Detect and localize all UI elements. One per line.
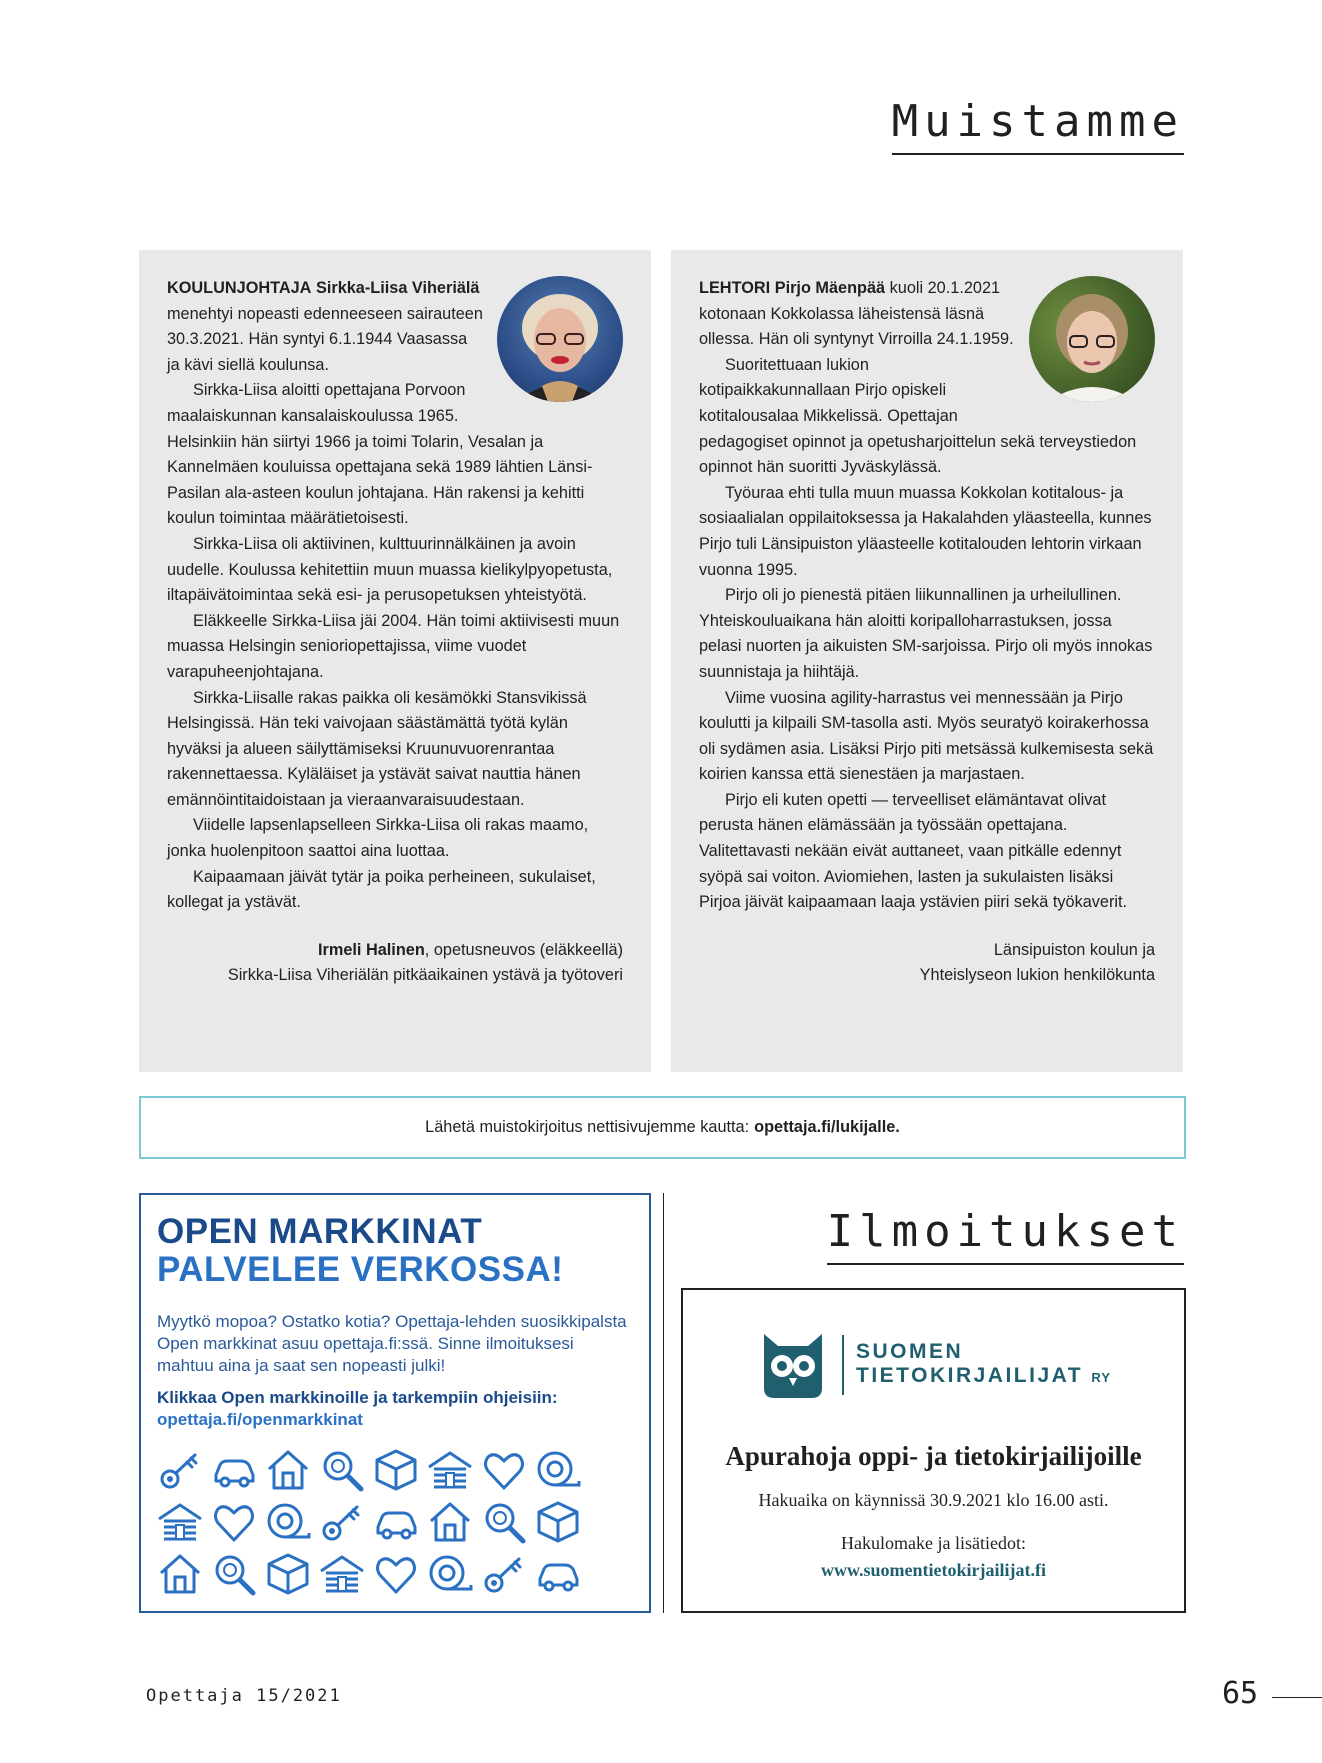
obituary-paragraph: Suoritettuaan lukion kotipaikkakunnallaan Pirjo opiskeli kotitalousalaa Mikkelissä. Opettajan pedagogiset opinnot ja opetusharjoittelun sekä terveystiedon opinnot hän suoritti Jyväskylässä. xyxy=(699,355,1137,477)
obituary-person-name: Pirjo Mäenpää xyxy=(774,279,886,297)
logo-divider xyxy=(842,1335,844,1395)
signature-name: Irmeli Halinen xyxy=(318,940,425,959)
obituary-paragraph: Sirkka-Liisa oli aktiivinen, kulttuurinnälkäinen ja avoin uudelle. Koulussa kehitettiin muun muassa kielikylpyopetusta, iltapäivätoimintaa sekä esi- ja perusopetuksen yhteistyötä. xyxy=(167,534,613,605)
car-icon xyxy=(535,1551,581,1597)
obituary-left xyxy=(139,250,651,1072)
announcements-title: Ilmoitukset xyxy=(827,1206,1184,1265)
obituary-paragraph: Pirjo oli jo pienestä pitäen liikunnallinen ja urheilullinen. Yhteiskouluaikana hän aloitti koripalloharrastuksen, jossa pelasi nuorten ja aikuisten SM-sarjoissa. Pirjo oli myös innokas suunnistaja ja hiihtäjä. xyxy=(699,586,1153,681)
house-icon xyxy=(265,1447,311,1493)
heart-icon xyxy=(481,1447,527,1493)
submit-link[interactable]: opettaja.fi/lukijalle. xyxy=(754,1118,900,1136)
obituary-paragraph: Sirkka-Liisalle rakas paikka oli kesämökki Stansvikissä Helsingissä. Hän teki vaivojaan säästämättä työtä kylän hyväksi ja alueen säilyttämiseksi Kruunuvuorenrantaa rakennettaessa. Kyläläiset ja ystävät saivat nauttia hänen emännöintitaidoistaan ja vieraanvaraisuudestaan. xyxy=(167,688,587,809)
portrait-illustration xyxy=(1029,276,1155,402)
org-name xyxy=(856,1340,1111,1390)
org-suffix: RY xyxy=(1091,1370,1111,1385)
box-icon xyxy=(535,1499,581,1545)
obituary-paragraph: Viidelle lapsenlapselleen Sirkka-Liisa oli rakas maamo, jonka huolenpitoon saattoi aina luottaa. xyxy=(167,816,589,861)
obituary-lead: kuoli 20.1.2021 kotonaan Kokkolassa läheistensä läsnä ollessa. Hän oli syntynyt Virroilla 24.1.1959. xyxy=(699,279,1014,349)
ad-icon-grid xyxy=(157,1447,633,1601)
signature-relation: Sirkka-Liisa Viheriälän pitkäaikainen ystävä ja työtoveri xyxy=(227,966,623,985)
org-name-line2: TIETOKIRJAILIJAT xyxy=(856,1364,1084,1387)
cabin-icon xyxy=(427,1447,473,1493)
signature-role: , opetusneuvos (eläkkeellä) xyxy=(424,940,623,959)
magnifier-icon xyxy=(211,1551,257,1597)
house-icon xyxy=(427,1499,473,1545)
heart-icon xyxy=(373,1551,419,1597)
submit-obituary-box xyxy=(139,1096,1186,1159)
magnifier-icon xyxy=(319,1447,365,1493)
page-number-rule xyxy=(1272,1697,1322,1698)
house-icon xyxy=(157,1551,203,1597)
grant-deadline: Hakuaika on käynnissä 30.9.2021 klo 16.00 asti. xyxy=(758,1490,1109,1510)
ad-link[interactable]: opettaja.fi/openmarkkinat xyxy=(157,1410,363,1429)
ad-body: Myytkö mopoa? Ostatko kotia? Opettaja-lehden suosikkipalsta Open markkinat asuu opettaja.fi:ssä. Sinne ilmoituksesi mahtuu aina ja saat sen nopeasti julki! xyxy=(157,1312,627,1375)
owl-icon xyxy=(756,1328,830,1402)
box-icon xyxy=(265,1551,311,1597)
car-icon xyxy=(211,1447,257,1493)
grant-url[interactable]: www.suomentietokirjailijat.fi xyxy=(821,1560,1046,1580)
obituary-title: LEHTORI xyxy=(699,279,771,297)
grant-ad xyxy=(681,1288,1186,1613)
car-icon xyxy=(373,1499,419,1545)
cabin-icon xyxy=(157,1499,203,1545)
magnifier-icon xyxy=(481,1499,527,1545)
column-divider xyxy=(663,1193,664,1613)
obituary-paragraph: Pirjo eli kuten opetti — terveelliset elämäntavat olivat perusta hänen elämässään ja työssään opettajana. Valitettavasti nekään eivät auttaneet, vaan pitkälle edennyt syöpä sai voiton. Aviomiehen, lasten ja sukulaisten lisäksi Pirjoa jäivät kaipaamaan laaja ystävien piiri sekä työkaverit. xyxy=(699,790,1128,912)
obituary-paragraph: Kaipaamaan jäivät tytär ja poika perheineen, sukulaiset, kollegat ja ystävät. xyxy=(167,867,596,912)
portrait-photo xyxy=(1029,276,1155,402)
org-name-line1: SUOMEN xyxy=(856,1340,964,1363)
portrait-photo xyxy=(497,276,623,402)
ad-headline-secondary: PALVELEE VERKOSSA! xyxy=(157,1250,564,1289)
obituary-signature xyxy=(699,938,1155,989)
ad-cta: Klikkaa Open markkinoille ja tarkempiin ohjeisiin: xyxy=(157,1388,558,1407)
key-icon xyxy=(319,1499,365,1545)
box-icon xyxy=(373,1447,419,1493)
tape-icon xyxy=(265,1499,311,1545)
grant-info-label: Hakulomake ja lisätiedot: xyxy=(841,1533,1026,1553)
signature-line: Länsipuiston koulun ja xyxy=(993,940,1155,959)
obituary-paragraph: Sirkka-Liisa aloitti opettajana Porvoon maalaiskunnan kansalaiskoulussa 1965. Helsinkiin hän siirtyi 1966 ja toimi Tolarin, Vesalan ja Kannelmäen kouluissa opettajana sekä 1989 lähtien Länsi-Pasilan ala-asteen koulun johtajana. Hän rakensi ja kehitti koulun toimintaa määrätietoisesti. xyxy=(167,381,593,528)
open-markkinat-ad xyxy=(139,1193,651,1613)
obituary-lead: menehtyi nopeasti edenneeseen sairauteen 30.3.2021. Hän syntyi 6.1.1944 Vaasassa ja kävi siellä koulunsa. xyxy=(167,304,483,374)
ad-headline: OPEN MARKKINAT xyxy=(157,1212,483,1251)
heart-icon xyxy=(211,1499,257,1545)
cabin-icon xyxy=(319,1551,365,1597)
obituary-person-name: Sirkka-Liisa Viheriälä xyxy=(315,279,480,297)
obituary-paragraph: Eläkkeelle Sirkka-Liisa jäi 2004. Hän toimi aktiivisesti muun muassa Helsingin senioriopettajissa, viime vuodet varapuheenjohtajana. xyxy=(167,611,620,681)
page-number: 65 xyxy=(1222,1676,1259,1711)
signature-line: Yhteislyseon lukion henkilökunta xyxy=(919,966,1155,985)
obituary-paragraph: Viime vuosina agility-harrastus vei mennessään ja Pirjo koulutti ja kilpaili SM-tasolla asti. Myös seuratyö koirakerhossa oli sydämen asia. Lisäksi Pirjo piti metsässä kulkemisesta sekä koirien kanssa että sienestäen ja marjastaen. xyxy=(699,688,1154,784)
portrait-illustration xyxy=(497,276,623,402)
obituary-paragraph: Työuraa ehti tulla muun muassa Kokkolan kotitalous- ja sosiaalialan oppilaitoksessa ja Hakalahden yläasteella, kunnes Pirjo tuli Länsipuiston yläasteelle kotitalouden lehtorin virkaan vuonna 1995. xyxy=(699,483,1152,579)
obituary-signature xyxy=(167,938,623,989)
key-icon xyxy=(157,1447,203,1493)
section-title: Muistamme xyxy=(892,96,1184,155)
tape-icon xyxy=(535,1447,581,1493)
obituary-title: KOULUNJOHTAJA xyxy=(167,279,312,297)
magazine-issue: Opettaja 15/2021 xyxy=(146,1686,342,1706)
obituary-right xyxy=(671,250,1183,1072)
grant-title: Apurahoja oppi- ja tietokirjailijoille xyxy=(725,1441,1142,1471)
key-icon xyxy=(481,1551,527,1597)
submit-text: Lähetä muistokirjoitus nettisivujemme kautta: xyxy=(425,1118,750,1136)
org-logo xyxy=(756,1328,1111,1402)
tape-icon xyxy=(427,1551,473,1597)
